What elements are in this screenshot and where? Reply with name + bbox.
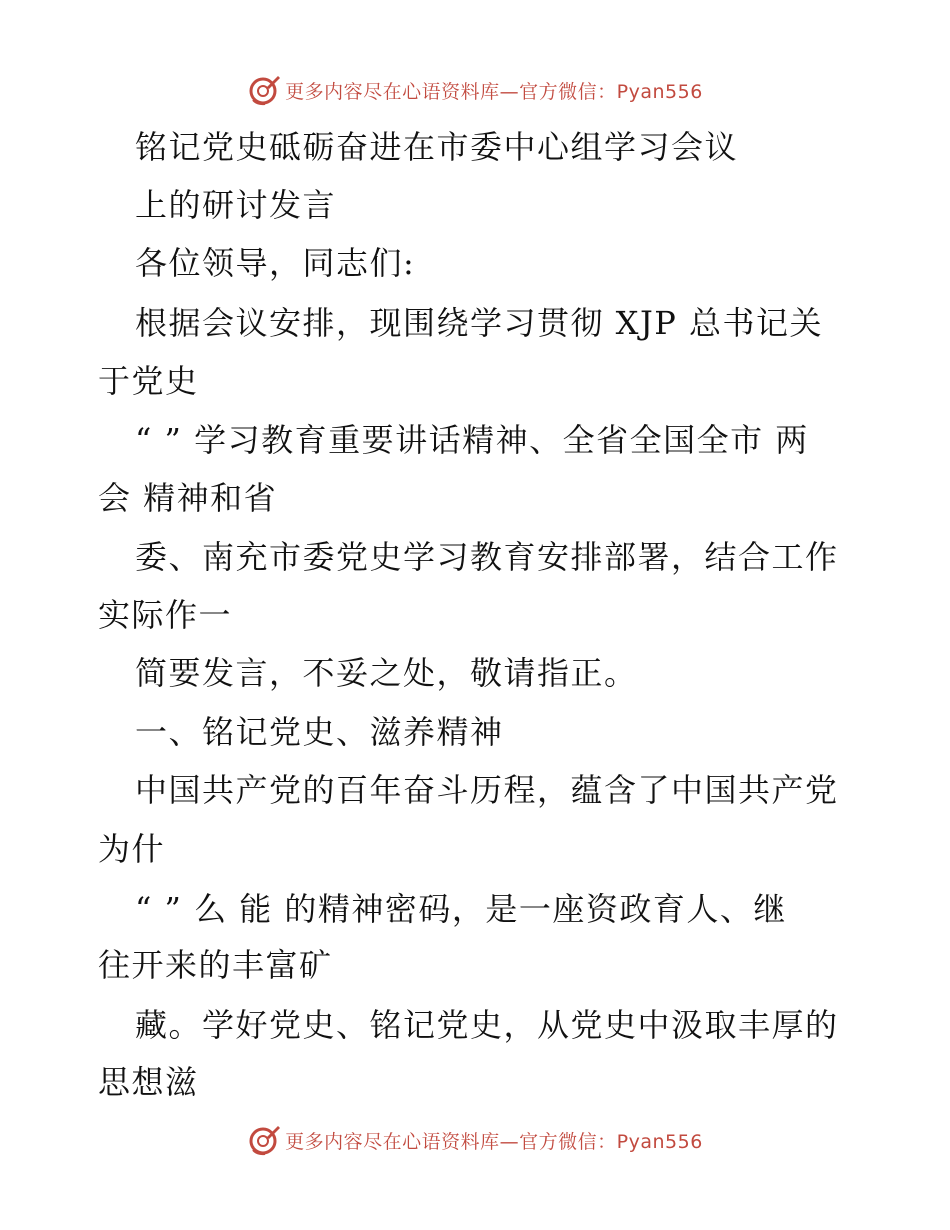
paragraph-line: “ ” 么 能 的精神密码，是一座资政育人、继 (135, 890, 787, 928)
paragraph-line: 简要发言，不妥之处，敬请指正。 (135, 654, 638, 692)
paragraph-line: 往开来的丰富矿 (98, 946, 333, 984)
paragraph-line: 思想滋 (98, 1063, 199, 1101)
paragraph-line: “ ” 学习教育重要讲话精神、全省全国全市 两 (135, 421, 809, 459)
paragraph-line: 实际作一 (98, 596, 233, 634)
pen-logo-icon (247, 73, 281, 107)
section-heading: 一、铭记党史、滋养精神 (135, 713, 504, 751)
header-watermark (0, 70, 950, 110)
paragraph-line: 中国共产党的百年奋斗历程，蕴含了中国共产党 (135, 771, 839, 809)
watermark-text: 更多内容尽在心语资料库—官方微信：Pyan556 (285, 80, 703, 103)
salutation: 各位领导，同志们: (135, 244, 416, 282)
pen-logo-icon (247, 1123, 281, 1157)
title-line-2: 上的研讨发言 (135, 186, 337, 224)
paragraph-line: 于党史 (98, 362, 199, 400)
paragraph-line: 根据会议安排，现围绕学习贯彻 XJP 总书记关 (135, 304, 823, 342)
paragraph-line: 委、南充市委党史学习教育安排部署，结合工作 (135, 538, 839, 576)
paragraph-line: 藏。学好党史、铭记党史，从党史中汲取丰厚的 (135, 1006, 839, 1044)
title-line-1: 铭记党史砥砺奋进在市委中心组学习会议 (135, 128, 739, 166)
footer-watermark (0, 1120, 950, 1160)
watermark-text: 更多内容尽在心语资料库—官方微信：Pyan556 (285, 1130, 703, 1153)
paragraph-line: 为什 (98, 830, 166, 868)
paragraph-line: 会 精神和省 (98, 479, 278, 517)
